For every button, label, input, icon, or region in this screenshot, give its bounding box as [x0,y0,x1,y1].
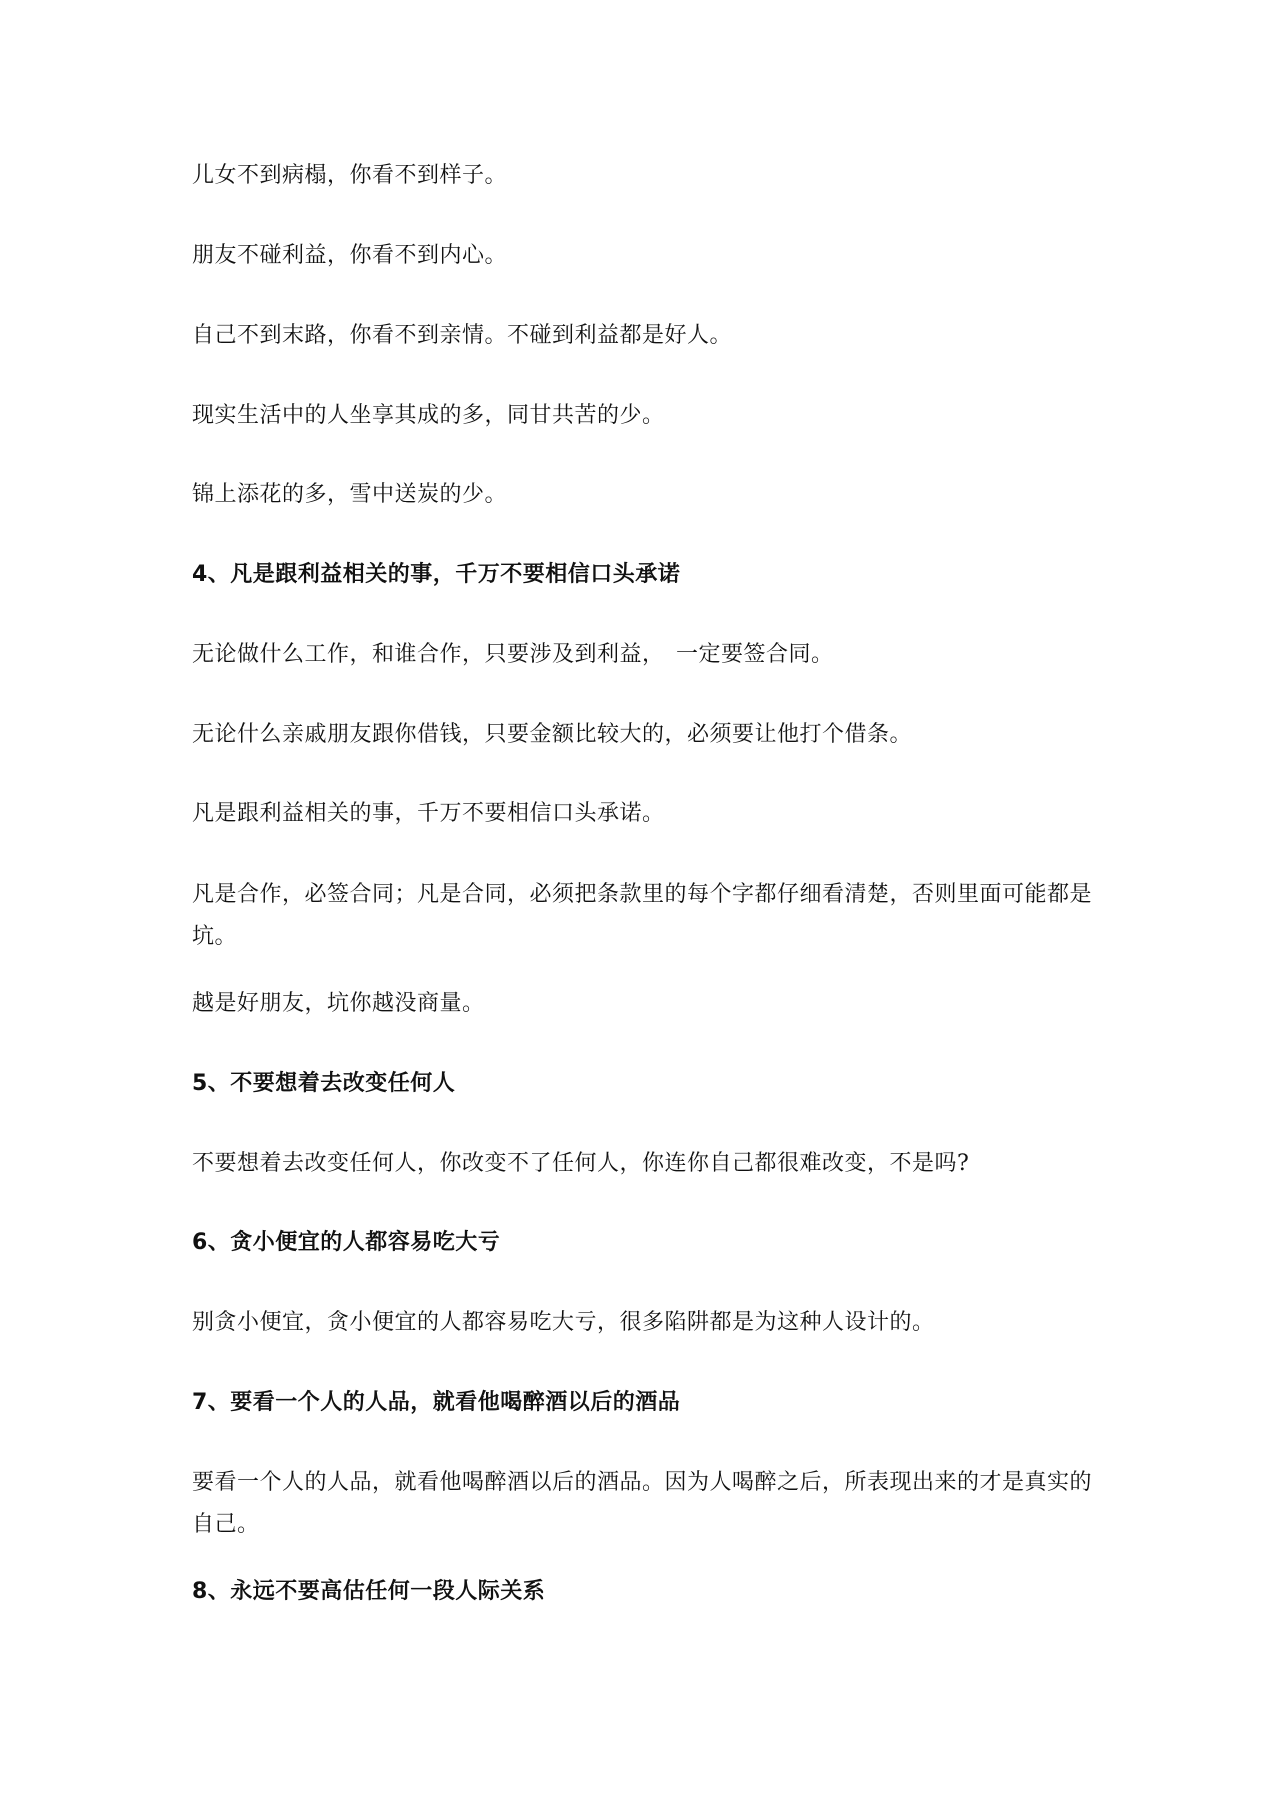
paragraph: 要看一个人的人品，就看他喝醉酒以后的酒品。因为人喝醉之后，所表现出来的才是真实的自己。 [192,1470,1093,1537]
paragraph: 自己不到末路，你看不到亲情。不碰到利益都是好人。 [192,323,733,348]
paragraph: 凡是合作，必签合同；凡是合同，必须把条款里的每个字都仔细看清楚，否则里面可能都是坑。 [192,882,1093,949]
paragraph: 无论做什么工作，和谁合作，只要涉及到利益， 一定要签合同。 [192,642,834,667]
paragraph: 锦上添花的多，雪中送炭的少。 [192,482,508,507]
paragraph: 越是好朋友，坑你越没商量。 [192,991,485,1016]
section-heading: 4、凡是跟利益相关的事，千万不要相信口头承诺 [192,562,681,587]
section-heading: 6、贪小便宜的人都容易吃大亏 [192,1230,501,1255]
paragraph: 凡是跟利益相关的事，千万不要相信口头承诺。 [192,801,665,826]
paragraph: 别贪小便宜，贪小便宜的人都容易吃大亏，很多陷阱都是为这种人设计的。 [192,1310,935,1335]
section-heading: 5、不要想着去改变任何人 [192,1071,456,1096]
section-heading: 8、永远不要高估任何一段人际关系 [192,1579,546,1604]
paragraph: 儿女不到病榻，你看不到样子。 [192,163,508,188]
paragraph: 无论什么亲戚朋友跟你借钱，只要金额比较大的，必须要让他打个借条。 [192,722,913,747]
paragraph: 不要想着去改变任何人，你改变不了任何人，你连你自己都很难改变，不是吗? [192,1151,970,1176]
section-heading: 7、要看一个人的人品，就看他喝醉酒以后的酒品 [192,1390,681,1415]
paragraph: 朋友不碰利益，你看不到内心。 [192,243,508,268]
paragraph: 现实生活中的人坐享其成的多，同甘共苦的少。 [192,403,665,428]
